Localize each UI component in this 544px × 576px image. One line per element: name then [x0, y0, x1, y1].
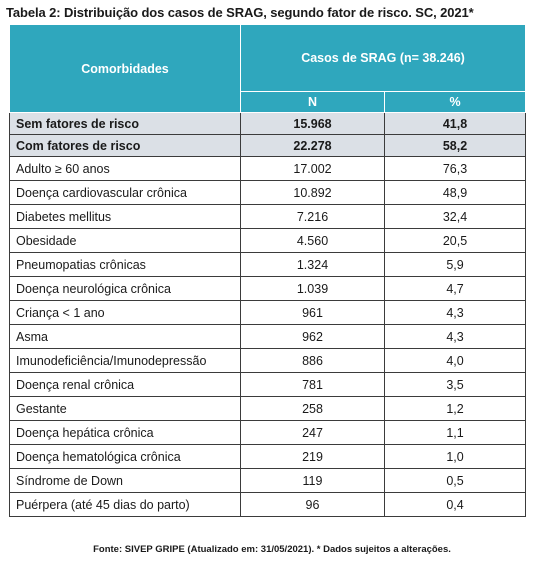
row-label: Pneumopatias crônicas — [10, 253, 241, 277]
table-body — [10, 113, 526, 517]
header-percent: % — [385, 92, 526, 113]
row-percent: 4,3 — [385, 325, 526, 349]
row-n: 258 — [241, 397, 385, 421]
row-n: 886 — [241, 349, 385, 373]
row-n: 247 — [241, 421, 385, 445]
table-row — [10, 181, 526, 205]
summary-row — [10, 113, 526, 135]
row-n: 4.560 — [241, 229, 385, 253]
table-row — [10, 325, 526, 349]
row-n: 1.324 — [241, 253, 385, 277]
row-n: 7.216 — [241, 205, 385, 229]
row-percent: 3,5 — [385, 373, 526, 397]
table-row — [10, 301, 526, 325]
row-label: Doença cardiovascular crônica — [10, 181, 241, 205]
row-percent: 4,7 — [385, 277, 526, 301]
row-percent: 41,8 — [385, 113, 526, 135]
source-footnote: Fonte: SIVEP GRIPE (Atualizado em: 31/05/2021). * Dados sujeitos a alterações. — [93, 544, 451, 555]
row-label: Doença renal crônica — [10, 373, 241, 397]
row-n: 219 — [241, 445, 385, 469]
row-percent: 1,0 — [385, 445, 526, 469]
row-n: 17.002 — [241, 157, 385, 181]
row-label: Criança < 1 ano — [10, 301, 241, 325]
row-label: Gestante — [10, 397, 241, 421]
row-percent: 4,0 — [385, 349, 526, 373]
row-percent: 1,2 — [385, 397, 526, 421]
row-label: Imunodeficiência/Imunodepressão — [10, 349, 241, 373]
row-n: 961 — [241, 301, 385, 325]
header-comorbidades: Comorbidades — [10, 25, 241, 113]
row-n: 119 — [241, 469, 385, 493]
table-row — [10, 445, 526, 469]
row-percent: 20,5 — [385, 229, 526, 253]
row-label: Adulto ≥ 60 anos — [10, 157, 241, 181]
srag-risk-table — [9, 24, 526, 517]
row-percent: 76,3 — [385, 157, 526, 181]
row-label: Obesidade — [10, 229, 241, 253]
row-percent: 48,9 — [385, 181, 526, 205]
row-label: Doença hematológica crônica — [10, 445, 241, 469]
table-title: Tabela 2: Distribuição dos casos de SRAG, segundo fator de risco. SC, 2021* — [6, 5, 474, 20]
row-label: Puérpera (até 45 dias do parto) — [10, 493, 241, 517]
row-percent: 4,3 — [385, 301, 526, 325]
row-percent: 5,9 — [385, 253, 526, 277]
row-percent: 58,2 — [385, 135, 526, 157]
row-n: 96 — [241, 493, 385, 517]
row-n: 781 — [241, 373, 385, 397]
row-percent: 0,4 — [385, 493, 526, 517]
row-percent: 0,5 — [385, 469, 526, 493]
row-label: Sem fatores de risco — [10, 113, 241, 135]
table-row — [10, 397, 526, 421]
row-label: Doença neurológica crônica — [10, 277, 241, 301]
table-row — [10, 229, 526, 253]
row-n: 962 — [241, 325, 385, 349]
table-row — [10, 349, 526, 373]
table-row — [10, 157, 526, 181]
row-percent: 32,4 — [385, 205, 526, 229]
row-n: 22.278 — [241, 135, 385, 157]
table-row — [10, 421, 526, 445]
row-n: 15.968 — [241, 113, 385, 135]
table-row — [10, 253, 526, 277]
row-label: Doença hepática crônica — [10, 421, 241, 445]
table-row — [10, 469, 526, 493]
row-label: Com fatores de risco — [10, 135, 241, 157]
row-n: 1.039 — [241, 277, 385, 301]
row-n: 10.892 — [241, 181, 385, 205]
summary-row — [10, 135, 526, 157]
row-label: Diabetes mellitus — [10, 205, 241, 229]
table-row — [10, 493, 526, 517]
table-row — [10, 373, 526, 397]
header-n: N — [241, 92, 385, 113]
header-casos-srag: Casos de SRAG (n= 38.246) — [241, 25, 526, 92]
table-row — [10, 277, 526, 301]
row-label: Síndrome de Down — [10, 469, 241, 493]
row-label: Asma — [10, 325, 241, 349]
row-percent: 1,1 — [385, 421, 526, 445]
table-row — [10, 205, 526, 229]
